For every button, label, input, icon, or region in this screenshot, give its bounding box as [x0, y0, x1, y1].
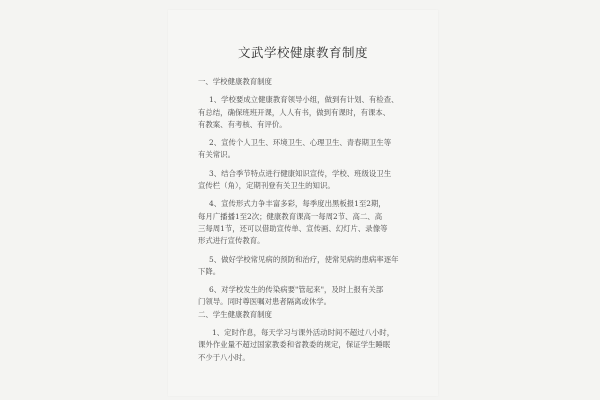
document-line: 有教案、有考核、有评价。: [198, 119, 287, 129]
document-line: 二、学生健康教育制度: [198, 309, 272, 319]
document-body: [198, 76, 430, 364]
document-line: 课外作业量不超过国家教委和省教委的规定，保证学生睡眠: [198, 340, 391, 350]
document-line: 2、宣传个人卫生、环境卫生、心理卫生、青春期卫生等: [209, 138, 392, 148]
document-title: 文武学校健康教育制度: [237, 45, 368, 60]
document-line: 门领导。同时尊医嘱对患者隔离或休学。: [198, 297, 332, 307]
document-line: 形式进行宣传教育。: [198, 236, 265, 246]
document-line: 5、做好学校常见病的预防和治疗，使常见病的患病率逐年: [209, 254, 399, 264]
document-line: 3、结合季节特点进行健康知识宣传，学校、班级设卫生: [209, 168, 392, 178]
document-line: 1、定时作息，每天学习与课外活动时间不超过八小时，: [212, 328, 395, 338]
document-line: 一、学校健康教育制度: [198, 77, 272, 86]
document-line: 有总结，确保班班开课，人人有书，做到有课时，有课本、: [198, 107, 391, 117]
document-line: 有关常识。: [198, 150, 235, 160]
document-line: 不少于八小时。: [198, 352, 250, 362]
document-line: 6、对学校发生的传染病要"管起来"，及时上报有关部: [209, 285, 384, 295]
document-line: 1、学校要成立健康教育领导小组，做到有计划、有检查、: [209, 95, 399, 105]
document-page: [168, 10, 438, 396]
document-line: 三每周1节，还可以借助宣传单、宣传画、幻灯片、录像等: [198, 223, 388, 233]
document-line: 每月广播播1至2次；健康教育课高一每周2节、高二、高: [198, 211, 383, 221]
document-line: 4、宣传形式力争丰富多彩，每季度出黑板报1至2期，: [209, 199, 386, 209]
document-line: 宣传栏（角），定期刊登有关卫生的知识。: [198, 181, 335, 191]
document-line: 下降。: [198, 266, 221, 276]
